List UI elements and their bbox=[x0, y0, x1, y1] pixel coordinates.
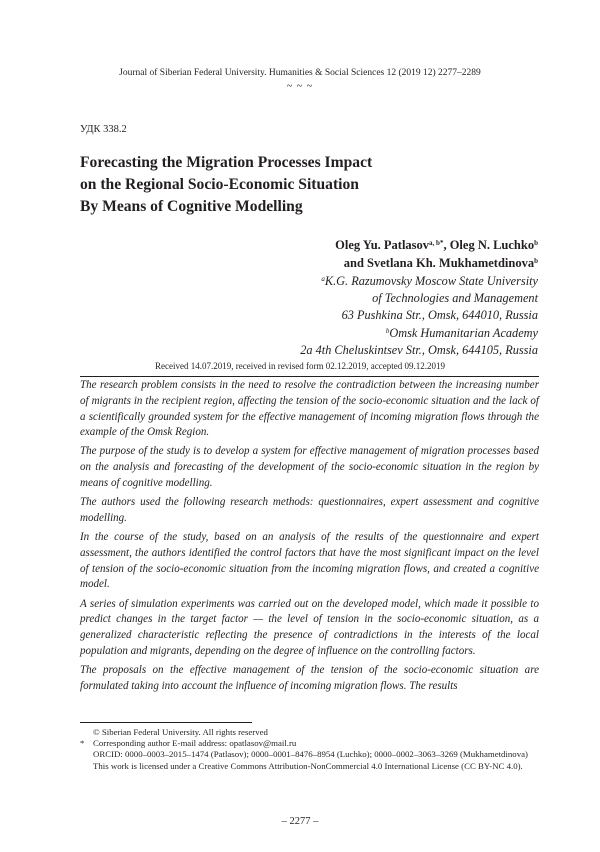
footnotes bbox=[80, 727, 550, 772]
article-title bbox=[80, 152, 520, 218]
abstract bbox=[80, 378, 539, 698]
affiliation-a-line-2: of Technologies and Management bbox=[372, 291, 538, 306]
header-separator: ~ ~ ~ bbox=[286, 81, 314, 92]
author-luchko: Oleg N. Luchko bbox=[449, 238, 535, 252]
affiliation-b-mark: b bbox=[385, 326, 390, 335]
abstract-paragraph-3: The authors used the following research methods: questionnaires, expert assessment and cognitive modelling. bbox=[80, 496, 539, 524]
affiliation-a-mark: a bbox=[321, 275, 325, 283]
abstract-paragraph-4: In the course of the study, based on an analysis of the results of the questionnaire and expert assessment, the authors identified the control factors that have the most significant impact on the level of tension of the socio-economic situation from the incoming migration flows, and created a cognitive model. bbox=[80, 531, 539, 591]
journal-header: Journal of Siberian Federal University. Humanities & Social Sciences 12 (2019 12) 2277–2289 bbox=[119, 68, 481, 78]
affiliation-b-address: 2a 4th Cheluskintsev Str., Omsk, 644105, Russia bbox=[300, 342, 538, 357]
authors-line-1 bbox=[335, 236, 538, 254]
affiliation-b-name: Omsk Humanitarian Academy bbox=[389, 325, 538, 340]
abstract-paragraph-5: A series of simulation experiments was carried out on the developed model, which made it possible to predict changes in the target factor — the level of tension in the socio-economic situation, as a generalized characteristic reflecting the presence of contradictions in the interests of the local population and migrants, depending on the degree of influence on the controlling factors. bbox=[80, 597, 539, 657]
footnote-copyright: © Siberian Federal University. All rights reserved bbox=[93, 727, 268, 737]
author-mukhametdinova-affil: b bbox=[534, 257, 538, 265]
received-dates: Received 14.07.2019, received in revised form 02.12.2019, accepted 09.12.2019 bbox=[155, 361, 445, 371]
footnote-star: * bbox=[80, 738, 85, 749]
abstract-paragraph-1: The research problem consists in the need to resolve the contradiction between the increasing number of migrants in the recipient region, affecting the tension of the socio-economic situation and the lack of a scientifically grounded system for the effective management of incoming migration flows through the example of the Omsk Region. bbox=[80, 379, 539, 439]
footnote-license: This work is licensed under a Creative Commons Attribution-NonCommercial 4.0 International License (CC BY-NC 4.0). bbox=[93, 760, 523, 771]
author-patlasov: Oleg Yu. Patlasov bbox=[335, 238, 430, 252]
footnote-corresponding: Corresponding author E-mail address: opatlasov@mail.ru bbox=[93, 738, 297, 749]
authors-line-2 bbox=[335, 254, 538, 272]
title-line-3: By Means of Cognitive Modelling bbox=[80, 198, 303, 215]
affiliation-b-line-1 bbox=[300, 325, 538, 342]
affiliation-a-name: K.G. Razumovsky Moscow State University bbox=[324, 274, 538, 288]
author-patlasov-affil: a, b* bbox=[429, 239, 444, 247]
author-list bbox=[335, 236, 538, 272]
affiliation-a-address: 63 Pushkina Str., Omsk, 644010, Russia bbox=[341, 308, 538, 323]
author-separator: , bbox=[443, 238, 450, 252]
footnote-rule bbox=[80, 722, 252, 723]
footnote-corresponding-row bbox=[80, 738, 550, 749]
affiliations bbox=[300, 273, 538, 359]
abstract-top-rule bbox=[80, 376, 539, 377]
affiliation-a-line-1 bbox=[300, 273, 538, 290]
page-number: – 2277 – bbox=[281, 816, 319, 827]
footnote-license-row bbox=[80, 761, 550, 772]
abstract-paragraph-6: The proposals on the effective management of the tension of the socio-economic situation are formulated taking into account the influence of incoming migration flows. The results bbox=[80, 664, 539, 692]
abstract-paragraph-2: The purpose of the study is to develop a system for effective management of migration processes based on the analysis and forecasting of the development of the socio-economic situation in the region by means of cognitive modelling. bbox=[80, 445, 539, 490]
author-luchko-affil: b bbox=[534, 239, 538, 247]
author-mukhametdinova: and Svetlana Kh. Mukhametdinova bbox=[343, 256, 535, 270]
footnote-orcid-row bbox=[80, 749, 550, 760]
title-line-1: Forecasting the Migration Processes Impact bbox=[80, 154, 373, 171]
udk-code: УДК 338.2 bbox=[80, 124, 127, 135]
footnote-orcid: ORCID: 0000–0003–2015–1474 (Patlasov); 0000–0001–8476–8954 (Luchko); 0000–0002–3063–3269 (Mukhametdinova) bbox=[93, 749, 528, 760]
title-line-2: on the Regional Socio-Economic Situation bbox=[80, 176, 359, 193]
footnote-copyright-row bbox=[80, 727, 550, 738]
